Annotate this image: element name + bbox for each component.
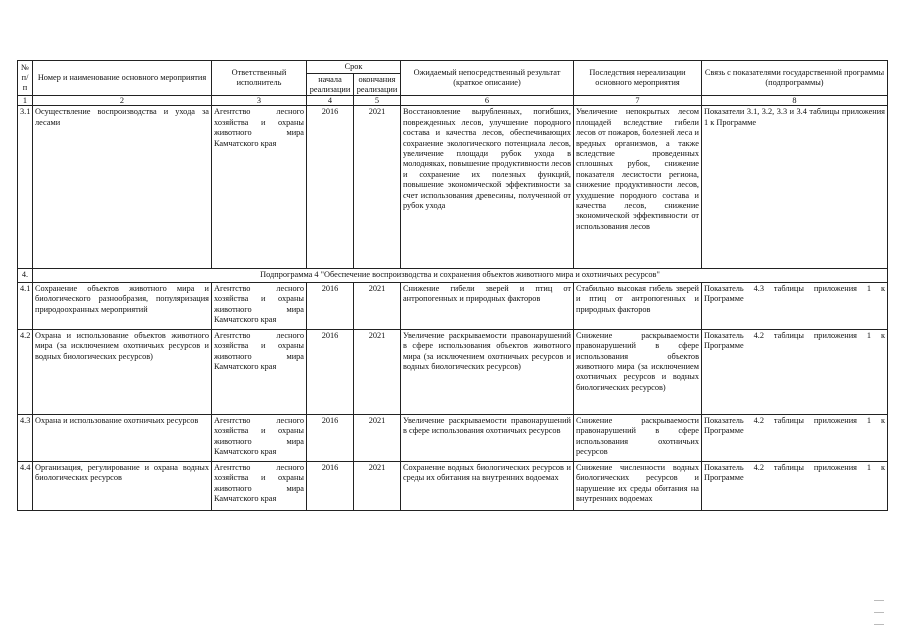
column-number: 4 [307,96,354,106]
subprogram-row [18,269,888,282]
header-row [18,61,888,74]
row-name: Охрана и использование объектов животного мира (за исключением охотничьих ресурсов и водных биологических ресурсов) [33,329,212,414]
row-name: Охрана и использование охотничьих ресурсов [33,414,212,461]
row-result: Увеличение раскрываемости правонарушений в сфере использования объектов животного мира (за исключением охотничьих ресурсов и водных биологических ресурсов) [401,329,574,414]
row-link: Показатель 4.2 таблицы приложения 1 к Программе [702,461,888,510]
row-start: 2016 [307,414,354,461]
table-row [18,282,888,329]
row-start: 2016 [307,282,354,329]
row-num: 3.1 [18,106,33,269]
column-number: 2 [33,96,212,106]
measures-table [17,60,888,511]
margin-mark [874,612,884,613]
row-end: 2021 [354,329,401,414]
row-executor: Агентство лесного хозяйства и охраны животного мира Камчатского края [212,461,307,510]
subprogram-num: 4. [18,269,33,282]
table-row [18,329,888,414]
row-name: Организация, регулирование и охрана водных биологических ресурсов [33,461,212,510]
header-period: Срок [307,61,401,74]
table-row [18,414,888,461]
column-number: 3 [212,96,307,106]
column-number: 7 [574,96,702,106]
row-result: Восстановление вырубленных, погибших, поврежденных лесов, улучшение породного состава и качества лесов, обеспечивающих сохранение экологического потенциала лесов, увеличение площади рубок ухода в молодняках, повышение продуктивности лесов и сохранение их полезных функций, повышение экономической эффективности за счет использования древесины, полученной от рубок ухода [401,106,574,269]
row-executor: Агентство лесного хозяйства и охраны животного мира Камчатского края [212,282,307,329]
row-link: Показатель 4.3 таблицы приложения 1 к Программе [702,282,888,329]
row-end: 2021 [354,414,401,461]
row-start: 2016 [307,329,354,414]
row-consequences: Увеличение непокрытых лесом площадей вследствие гибели лесов от пожаров, болезней леса и вредных организмов, а также вследствие проведенных сплошных рубок, снижение показателя лесистости региона, снижение продуктивности лесов, ухудшение породного состава и качества лесов, снижение экономической эффективности от использования лесов [574,106,702,269]
column-number: 1 [18,96,33,106]
row-name: Сохранение объектов животного мира и биологического разнообразия, популяризация природоохранных мероприятий [33,282,212,329]
column-number: 8 [702,96,888,106]
row-name: Осуществление воспроизводства и ухода за лесами [33,106,212,269]
row-start: 2016 [307,106,354,269]
row-num: 4.1 [18,282,33,329]
row-executor: Агентство лесного хозяйства и охраны животного мира Камчатского края [212,106,307,269]
column-numbers-row [18,96,888,106]
column-number: 5 [354,96,401,106]
row-result: Снижение гибели зверей и птиц от антропогенных и природных факторов [401,282,574,329]
column-number: 6 [401,96,574,106]
row-num: 4.4 [18,461,33,510]
row-executor: Агентство лесного хозяйства и охраны животного мира Камчатского края [212,329,307,414]
row-consequences: Стабильно высокая гибель зверей и птиц от антропогенных и природных факторов [574,282,702,329]
header-consequences: Последствия нереализации основного мероприятия [574,61,702,96]
header-num: № п/п [18,61,33,96]
header-end: окончания реализации [354,74,401,96]
row-end: 2021 [354,282,401,329]
row-link: Показатель 4.2 таблицы приложения 1 к Программе [702,329,888,414]
subprogram-title: Подпрограмма 4 "Обеспечение воспроизводства и сохранения объектов животного мира и охотничьих ресурсов" [33,269,888,282]
margin-mark [874,600,884,601]
row-link: Показатели 3.1, 3.2, 3.3 и 3.4 таблицы приложения 1 к Программе [702,106,888,269]
row-num: 4.3 [18,414,33,461]
row-result: Увеличение раскрываемости правонарушений в сфере использования охотничьих ресурсов [401,414,574,461]
row-link: Показатель 4.2 таблицы приложения 1 к Программе [702,414,888,461]
row-executor: Агентство лесного хозяйства и охраны животного мира Камчатского края [212,414,307,461]
header-start: начала реализации [307,74,354,96]
margin-mark [874,624,884,625]
header-name: Номер и наименование основного мероприятия [33,61,212,96]
table-row [18,461,888,510]
table-row [18,106,888,269]
row-consequences: Снижение раскрываемости правонарушений в сфере использования охотничьих ресурсов [574,414,702,461]
row-consequences: Снижение раскрываемости правонарушений в сфере использования объектов животного мира (за исключением охотничьих ресурсов и водных биологических ресурсов) [574,329,702,414]
row-start: 2016 [307,461,354,510]
row-end: 2021 [354,461,401,510]
row-num: 4.2 [18,329,33,414]
row-consequences: Снижение численности водных биологических ресурсов и нарушение их среды обитания на внутренних водоемах [574,461,702,510]
header-executor: Ответственный исполнитель [212,61,307,96]
row-end: 2021 [354,106,401,269]
header-result: Ожидаемый непосредственный результат (краткое описание) [401,61,574,96]
row-result: Сохранение водных биологических ресурсов и среды их обитания на внутренних водоемах [401,461,574,510]
header-link: Связь с показателями государственной программы (подпрограммы) [702,61,888,96]
